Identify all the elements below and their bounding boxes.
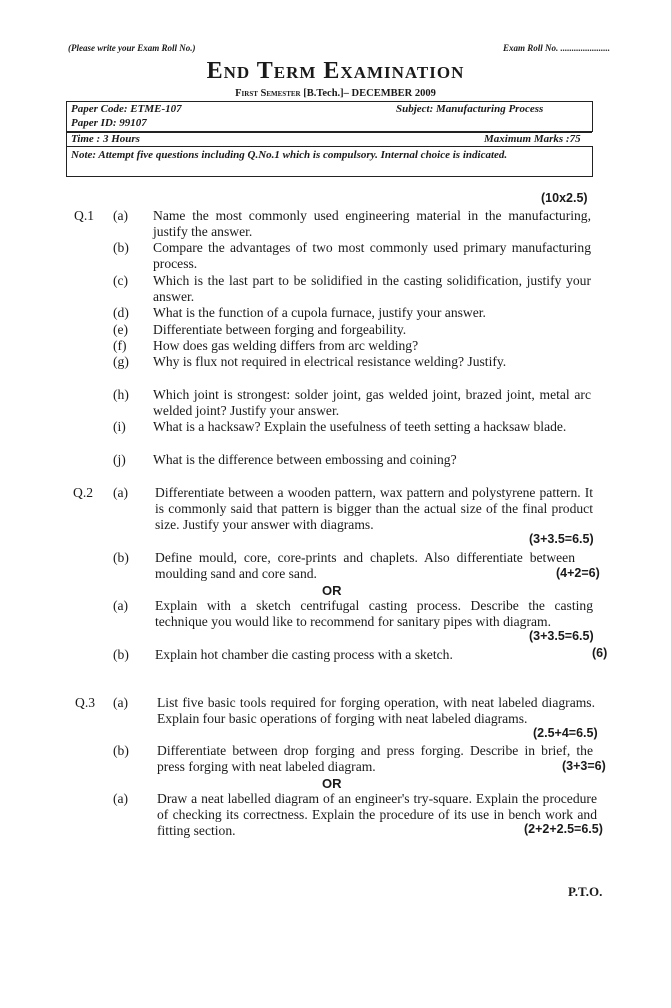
q2-marks: (3+3.5=6.5) — [529, 532, 594, 546]
pto-label: P.T.O. — [568, 884, 603, 899]
q1-item-text: Compare the advantages of two most commonly used primary manufacturing process. — [153, 240, 591, 271]
q1-label: (c) — [113, 273, 129, 288]
or-separator: OR — [322, 583, 342, 598]
q1-label: (j) — [113, 452, 126, 467]
q2-label: (b) — [113, 550, 129, 565]
q3-label: (a) — [113, 791, 129, 806]
page-title: End Term Examination — [206, 58, 465, 84]
q2-marks: (6) — [592, 646, 608, 660]
q3-item-text: Differentiate between drop forging and press forging. Describe in brief, the press forging with neat labeled diagram. — [157, 743, 593, 774]
roll-note: (Please write your Exam Roll No.) — [68, 43, 196, 53]
subtitle — [0, 88, 671, 99]
or-separator: OR — [322, 776, 342, 791]
q3-marks: (2.5+4=6.5) — [533, 726, 598, 740]
q1-item-text: Which is the last part to be solidified in the casting solidification, justify your answer. — [153, 273, 591, 304]
course-date: [B.Tech.]– DECEMBER 2009 — [303, 88, 436, 99]
q1-item-text: What is the difference between embossing and coining? — [153, 452, 457, 467]
q1-label: (i) — [113, 419, 126, 434]
paper-code: Paper Code: ETME-107 — [71, 103, 182, 115]
q1-item-text: Which joint is strongest: solder joint, gas welded joint, brazed joint, metal arc welded joint? Justify your answer. — [153, 387, 591, 418]
q1-item-text: Name the most commonly used engineering material in the manufacturing, justify the answer. — [153, 208, 591, 239]
q2-label: (a) — [113, 485, 129, 500]
q3-item-text: List five basic tools required for forging operation, with neat labeled diagrams. Explain four basic operations of forging with neat labeled diagrams. — [157, 695, 595, 726]
q1-item-text: What is a hacksaw? Explain the usefulness of teeth setting a hacksaw blade. — [153, 419, 567, 434]
q3-label: (b) — [113, 743, 129, 758]
roll-number-label: Exam Roll No. ...................... — [503, 43, 611, 53]
q1-label: (f) — [113, 338, 127, 353]
q2-item-text: Explain with a sketch centrifugal casting process. Describe the casting technique you would like to recommend for sanitary pipes with diagram. — [155, 598, 593, 629]
q1-item-text: Differentiate between forging and forgeability. — [153, 322, 407, 337]
q3-marks: (2+2+2.5=6.5) — [524, 822, 603, 836]
paper-id: Paper ID: 99107 — [71, 117, 147, 129]
q1-item-text: What is the function of a cupola furnace, justify your answer. — [153, 305, 486, 320]
q2-item-text: Explain hot chamber die casting process with a sketch. — [155, 647, 453, 662]
q1-label: (e) — [113, 322, 129, 337]
q3-label: (a) — [113, 695, 129, 710]
q1-item-text: Why is flux not required in electrical resistance welding? Justify. — [153, 354, 507, 369]
q2-label: (a) — [113, 598, 129, 613]
instructions-note: Note: Attempt five questions including Q.No.1 which is compulsory. Internal choice is indicated. — [71, 149, 508, 161]
q3-marks: (3+3=6) — [562, 759, 606, 773]
q1-label: (g) — [113, 354, 129, 369]
q1-number: Q.1 — [74, 208, 95, 223]
q2-marks: (4+2=6) — [556, 566, 600, 580]
q2-item-text: Differentiate between a wooden pattern, wax pattern and polystyrene pattern. It is commonly said that pattern is bigger than the actual size of the final product size. Justify your answer with diagrams. — [155, 485, 593, 532]
q1-label: (a) — [113, 208, 129, 223]
q2-marks: (3+3.5=6.5) — [529, 629, 594, 643]
q2-label: (b) — [113, 647, 129, 662]
q1-label: (h) — [113, 387, 129, 402]
q2-item-text: Define mould, core, core-prints and chaplets. Also differentiate between moulding sand and core sand. — [155, 550, 575, 581]
q1-label: (d) — [113, 305, 129, 320]
q2-number: Q.2 — [73, 485, 94, 500]
q1-label: (b) — [113, 240, 129, 255]
subject: Subject: Manufacturing Process — [396, 103, 544, 115]
semester-label: First Semester — [235, 88, 301, 99]
time: Time : 3 Hours — [71, 133, 140, 145]
q1-marks: (10x2.5) — [541, 191, 588, 205]
maximum-marks: Maximum Marks :75 — [484, 133, 581, 145]
q1-item-text: How does gas welding differs from arc welding? — [153, 338, 419, 353]
q3-item-text: Draw a neat labelled diagram of an engineer's try-square. Explain the procedure of checking its correctness. Explain the procedure of its use in bench work and fitting section. — [157, 791, 597, 838]
q3-number: Q.3 — [75, 695, 96, 710]
